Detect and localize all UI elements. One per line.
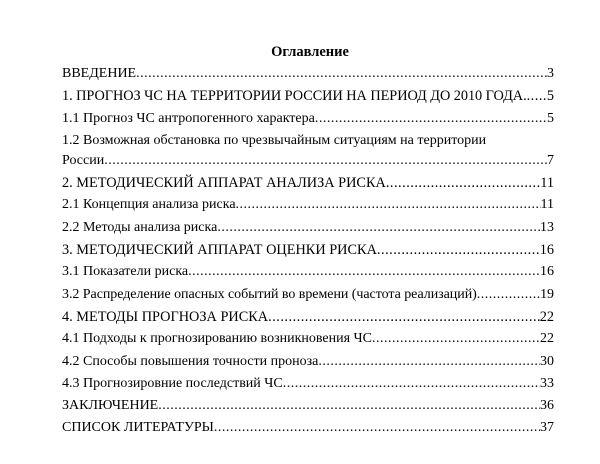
toc-entry-page: 7 bbox=[547, 152, 554, 168]
toc-entry-page: 19 bbox=[540, 286, 554, 302]
toc-heading: Оглавление bbox=[271, 44, 349, 60]
toc-leader-dots bbox=[188, 264, 540, 280]
toc-leader-dots bbox=[372, 331, 540, 347]
toc-entry-label: ВВЕДЕНИЕ bbox=[62, 66, 137, 81]
toc-entry-label: 3.2 Распределение опасных событий во времени (частота реализаций) bbox=[62, 286, 477, 302]
toc-leader-dots bbox=[283, 376, 540, 392]
toc-entry-label-line1: 1.2 Возможная обстановка по чрезвычайным ситуациям на территории bbox=[62, 132, 487, 148]
toc-leader-dots bbox=[158, 398, 540, 414]
toc-leader-dots bbox=[318, 354, 540, 370]
toc-leader-dots bbox=[386, 175, 540, 191]
toc-entry-label: 4.2 Способы повышения точности проноза bbox=[62, 353, 319, 369]
toc-entry-section-4-1[interactable] bbox=[62, 331, 554, 347]
toc-entry-label: ЗАКЛЮЧЕНИЕ bbox=[62, 398, 159, 414]
toc-entry-label: 4.1 Подходы к прогнозированию возникновения ЧС bbox=[62, 331, 372, 347]
toc-list bbox=[62, 66, 554, 443]
toc-entry-page: 33 bbox=[540, 375, 554, 391]
toc-entry-label: 2.2 Методы анализа риска bbox=[62, 219, 218, 235]
toc-entry-page: 36 bbox=[540, 398, 554, 414]
toc-entry-page: 13 bbox=[540, 219, 554, 235]
toc-leader-dots bbox=[236, 197, 541, 213]
toc-entry-section-1[interactable] bbox=[62, 88, 554, 104]
toc-entry-section-3-1[interactable] bbox=[62, 264, 554, 280]
toc-entry-section-2-1[interactable] bbox=[62, 197, 554, 213]
toc-leader-dots bbox=[527, 88, 547, 104]
toc-entry-label: 4. МЕТОДЫ ПРОГНОЗА РИСКА bbox=[62, 308, 269, 325]
toc-entry-label: 2.1 Концепция анализа риска bbox=[62, 197, 236, 213]
toc-entry-page: 5 bbox=[547, 110, 554, 126]
toc-leader-dots bbox=[477, 287, 540, 303]
toc-entry-page: 5 bbox=[546, 88, 554, 105]
toc-entry-label: 3. МЕТОДИЧЕСКИЙ АППАРАТ ОЦЕНКИ РИСКА bbox=[62, 242, 377, 259]
toc-entry-label: 1. ПРОГНОЗ ЧС НА ТЕРРИТОРИИ РОССИИ НА ПЕРИОД ДО 2010 ГОДА. bbox=[62, 88, 527, 105]
toc-entry-conclusion[interactable] bbox=[62, 398, 554, 414]
toc-entry-label-line2: России bbox=[62, 152, 105, 168]
toc-leader-dots bbox=[315, 111, 547, 127]
toc-entry-section-1-2[interactable] bbox=[62, 133, 554, 169]
toc-leader-dots bbox=[136, 66, 547, 82]
toc-entry-page: 11 bbox=[540, 197, 554, 213]
toc-leader-dots bbox=[214, 420, 540, 436]
toc-entry-section-4-3[interactable] bbox=[62, 376, 554, 392]
toc-leader-dots bbox=[377, 242, 540, 258]
toc-entry-label: СПИСОК ЛИТЕРАТУРЫ bbox=[62, 420, 214, 436]
toc-entry-label: 1.1 Прогноз ЧС антропогенного характера bbox=[62, 110, 315, 126]
toc-entry-page: 22 bbox=[540, 331, 554, 347]
toc-leader-dots bbox=[104, 153, 547, 169]
toc-entry-page: 22 bbox=[539, 308, 554, 325]
toc-leader-dots bbox=[268, 309, 540, 325]
toc-entry-section-3[interactable] bbox=[62, 242, 554, 258]
toc-entry-section-4-2[interactable] bbox=[62, 354, 554, 370]
toc-entry-page: 3 bbox=[547, 66, 554, 81]
toc-entry-label: 4.3 Прогнозировние последствий ЧС bbox=[62, 375, 283, 391]
toc-entry-section-1-1[interactable] bbox=[62, 111, 554, 127]
toc-entry-page: 16 bbox=[539, 242, 554, 259]
toc-entry-page: 11 bbox=[540, 175, 554, 192]
toc-entry-page: 16 bbox=[540, 264, 554, 280]
toc-entry-page: 37 bbox=[540, 420, 554, 436]
toc-entry-second-line bbox=[62, 153, 554, 169]
toc-entry-section-2-2[interactable] bbox=[62, 220, 554, 236]
toc-entry-section-4[interactable] bbox=[62, 309, 554, 325]
toc-leader-dots bbox=[217, 220, 540, 236]
toc-entry-bibliography[interactable] bbox=[62, 420, 554, 436]
toc-entry-label: 2. МЕТОДИЧЕСКИЙ АППАРАТ АНАЛИЗА РИСКА bbox=[62, 175, 386, 192]
toc-entry-introduction[interactable] bbox=[62, 66, 554, 82]
toc-entry-page: 30 bbox=[540, 353, 554, 369]
toc-entry-section-2[interactable] bbox=[62, 175, 554, 191]
toc-entry-section-3-2[interactable] bbox=[62, 287, 554, 303]
toc-entry-label: 3.1 Показатели риска bbox=[62, 264, 189, 280]
